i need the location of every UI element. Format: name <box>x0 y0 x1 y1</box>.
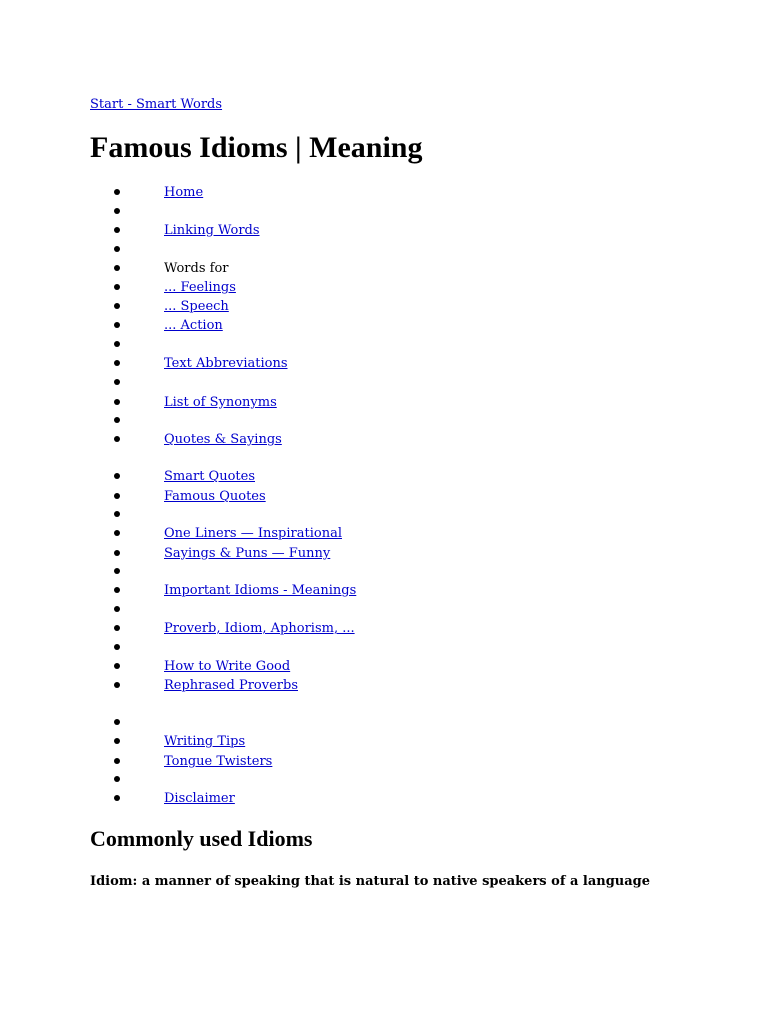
nav-link[interactable]: Famous Quotes <box>164 489 266 504</box>
nav-link[interactable]: ... Feelings <box>164 280 236 295</box>
bullet-icon <box>114 417 120 423</box>
nav-link[interactable]: Rephrased Proverbs <box>164 678 298 693</box>
nav-link[interactable]: Text Abbreviations <box>164 356 288 371</box>
bullet-icon <box>114 663 120 669</box>
nav-link[interactable]: Home <box>164 185 204 200</box>
bullet-icon <box>114 758 120 764</box>
nav-item <box>90 600 690 619</box>
nav-link[interactable]: How to Write Good <box>164 659 291 674</box>
bullet-icon <box>114 568 120 574</box>
nav-item <box>90 770 690 789</box>
nav-item[interactable] <box>90 676 690 695</box>
bullet-icon <box>114 587 120 593</box>
nav-link[interactable]: Linking Words <box>164 223 260 238</box>
bullet-icon <box>114 322 120 328</box>
nav-item[interactable] <box>90 544 690 563</box>
nav-link[interactable]: Disclaimer <box>164 791 235 806</box>
nav-item <box>90 505 690 524</box>
nav-link[interactable]: ... Speech <box>164 299 229 314</box>
bullet-icon <box>114 795 120 801</box>
nav-item[interactable] <box>90 581 690 600</box>
nav-link[interactable]: ... Action <box>164 318 223 333</box>
bullet-icon <box>114 776 120 782</box>
nav-item[interactable] <box>90 467 690 486</box>
section-heading: Commonly used Idioms <box>90 826 313 851</box>
nav-label: Words for <box>164 261 229 276</box>
bullet-icon <box>114 644 120 650</box>
bullet-icon <box>114 189 120 195</box>
nav-link[interactable]: Smart Quotes <box>164 469 255 484</box>
bullet-icon <box>114 436 120 442</box>
nav-item <box>90 240 690 259</box>
nav-item[interactable] <box>90 487 690 506</box>
nav-link[interactable]: List of Synonyms <box>164 395 277 410</box>
nav-item <box>90 411 690 430</box>
nav-item[interactable] <box>90 316 690 335</box>
page-content <box>90 93 750 889</box>
breadcrumb-link[interactable]: Start - Smart Words <box>90 97 223 112</box>
nav-item[interactable] <box>90 657 690 676</box>
bullet-icon <box>114 284 120 290</box>
nav-item <box>90 259 690 278</box>
nav-item <box>90 638 690 657</box>
bullet-icon <box>114 227 120 233</box>
bullet-icon <box>114 379 120 385</box>
bullet-icon <box>114 360 120 366</box>
bullet-icon <box>114 682 120 688</box>
nav-item[interactable] <box>90 297 690 316</box>
bullet-icon <box>114 511 120 517</box>
nav-item[interactable] <box>90 393 690 412</box>
bullet-icon <box>114 303 120 309</box>
bullet-icon <box>114 341 120 347</box>
bullet-icon <box>114 246 120 252</box>
nav-item[interactable] <box>90 183 690 202</box>
bullet-icon <box>114 719 120 725</box>
nav-item[interactable] <box>90 278 690 297</box>
nav-item[interactable] <box>90 732 690 751</box>
bullet-icon <box>114 530 120 536</box>
nav-item[interactable] <box>90 752 690 771</box>
nav-link[interactable]: One Liners — Inspirational <box>164 526 342 541</box>
nav-item <box>90 713 690 732</box>
nav-item <box>90 562 690 581</box>
bullet-icon <box>114 550 120 556</box>
nav-item[interactable] <box>90 354 690 373</box>
bullet-icon <box>114 493 120 499</box>
bullet-icon <box>114 265 120 271</box>
bullet-icon <box>114 399 120 405</box>
nav-item[interactable] <box>90 524 690 543</box>
nav-item[interactable] <box>90 789 690 808</box>
bullet-icon <box>114 625 120 631</box>
bullet-icon <box>114 473 120 479</box>
page-title: Famous Idioms | Meaning <box>90 131 423 164</box>
nav-link[interactable]: Quotes & Sayings <box>164 432 282 447</box>
nav-item <box>90 373 690 392</box>
bullet-icon <box>114 738 120 744</box>
nav-link[interactable]: Sayings & Puns — Funny <box>164 546 331 561</box>
bullet-icon <box>114 606 120 612</box>
nav-item <box>90 335 690 354</box>
nav-item <box>90 202 690 221</box>
nav-item[interactable] <box>90 221 690 240</box>
bullet-icon <box>114 208 120 214</box>
nav-link[interactable]: Writing Tips <box>164 734 246 749</box>
nav-item[interactable] <box>90 430 690 449</box>
nav-link[interactable]: Important Idioms - Meanings <box>164 583 357 598</box>
nav-link[interactable]: Proverb, Idiom, Aphorism, ... <box>164 621 355 636</box>
idiom-definition: Idiom: a manner of speaking that is natural to native speakers of a language <box>90 874 651 889</box>
nav-item[interactable] <box>90 619 690 638</box>
nav-link[interactable]: Tongue Twisters <box>164 754 273 769</box>
